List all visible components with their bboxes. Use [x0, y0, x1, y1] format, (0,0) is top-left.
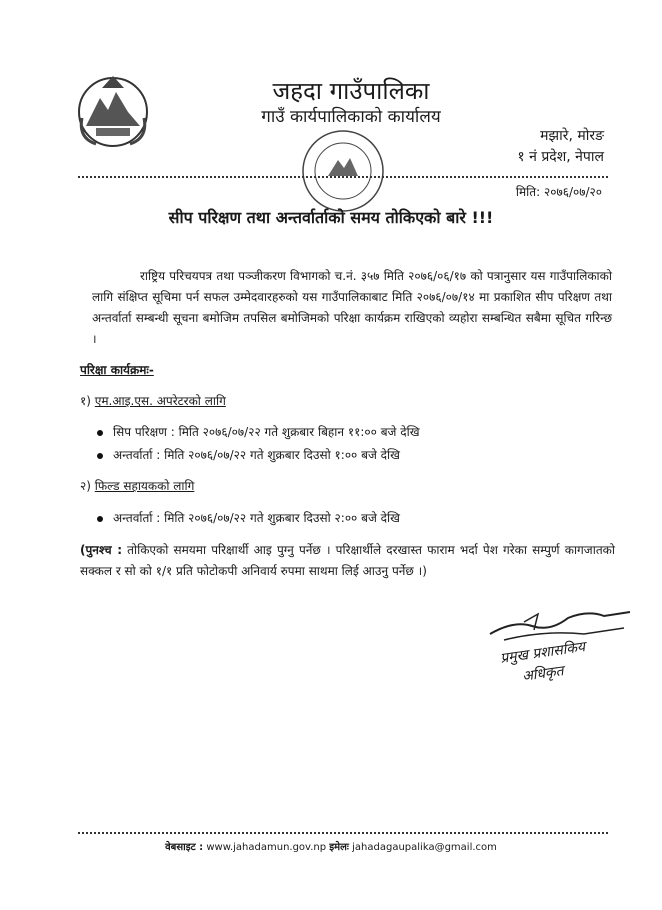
address-line1: मझारे, मोरङ [540, 128, 604, 144]
category-heading [80, 477, 194, 494]
bullet-icon [97, 453, 103, 459]
category-heading [80, 392, 226, 409]
note-text: तोकिएको समयमा परिक्षार्थी आइ पुग्नु पर्नेछ । परिक्षार्थीले दरखास्त फाराम भर्दा पेश गरेका सम्पुर्ण कागजातको सक्कल र सो को १/१ प्रति फोटोकपी अनिवार्य रुपमा साथमा लिई आउनु पर्नेछ ।) [80, 543, 615, 578]
postscript-note [80, 540, 615, 582]
bullet-icon [97, 516, 103, 522]
header-divider [78, 176, 608, 178]
note-prefix: (पुनश्च : [80, 543, 122, 557]
category-label: एम.आइ.एस. अपरेटरको लागि [94, 394, 226, 408]
category-number: १) [80, 394, 91, 408]
email-link[interactable]: jahadagaupalika@gmail.com [352, 842, 497, 853]
list-item [97, 509, 400, 526]
website-link[interactable]: www.jahadamun.gov.np [206, 842, 327, 853]
list-item-text: सिप परिक्षण : मिति २०७६/०७/२२ गते शुक्रबार बिहान ११:०० बजे देखि [113, 425, 420, 439]
website-label: वेबसाइट : [165, 842, 204, 853]
signatory-designation-line2: अधिकृत [521, 663, 565, 685]
bullet-icon [97, 430, 103, 436]
category-label: फिल्ड सहायकको लागि [94, 479, 195, 493]
list-item-text: अन्तर्वार्ता : मिति २०७६/०७/२२ गते शुक्रबार दिउसो २:०० बजे देखि [113, 511, 400, 525]
address-line2: १ नं प्रदेश, नेपाल [517, 149, 604, 165]
letter-subject: सीप परिक्षण तथा अन्तर्वार्ताको समय तोकिएको बारे !!! [168, 208, 494, 227]
org-name: जहदा गाउँपालिका [272, 77, 430, 105]
footer-divider [78, 832, 608, 834]
footer [0, 839, 662, 853]
office-name: गाउँ कार्यपालिकाको कार्यालय [261, 107, 441, 127]
letter-date: मिति: २०७६/०७/२० [515, 185, 602, 199]
signatory-designation-line1: प्रमुख प्रशासकिय [499, 639, 587, 667]
list-item [97, 423, 420, 440]
list-item-text: अन्तर्वार्ता : मिति २०७६/०७/२२ गते शुक्रबार दिउसो १:०० बजे देखि [113, 448, 400, 462]
category-number: २) [80, 479, 91, 493]
program-title: परिक्षा कार्यक्रमः- [80, 363, 154, 377]
list-item [97, 446, 400, 463]
body-paragraph: राष्ट्रिय परिचयपत्र तथा पञ्जीकरण विभागको च.नं. ३५७ मिति २०७६/०६/१७ को पत्रानुसार यस गाउँपालिकाको लागि संक्षिप्त सूचिमा पर्न सफल उम्मेदवारहरुको यस गाउँपालिकाबाट मिति २०७६/०७/१४ मा प्रकाशित सीप परिक्षण तथा अन्तर्वार्ता सम्बन्धी सूचना बमोजिम तपसिल बमोजिमको परिक्षा कार्यक्रम राखिएको व्यहोरा सम्बन्धित सबैमा सूचित गरिन्छ । [92, 269, 612, 346]
email-label: इमेलः [329, 842, 349, 853]
office-stamp [298, 126, 388, 216]
